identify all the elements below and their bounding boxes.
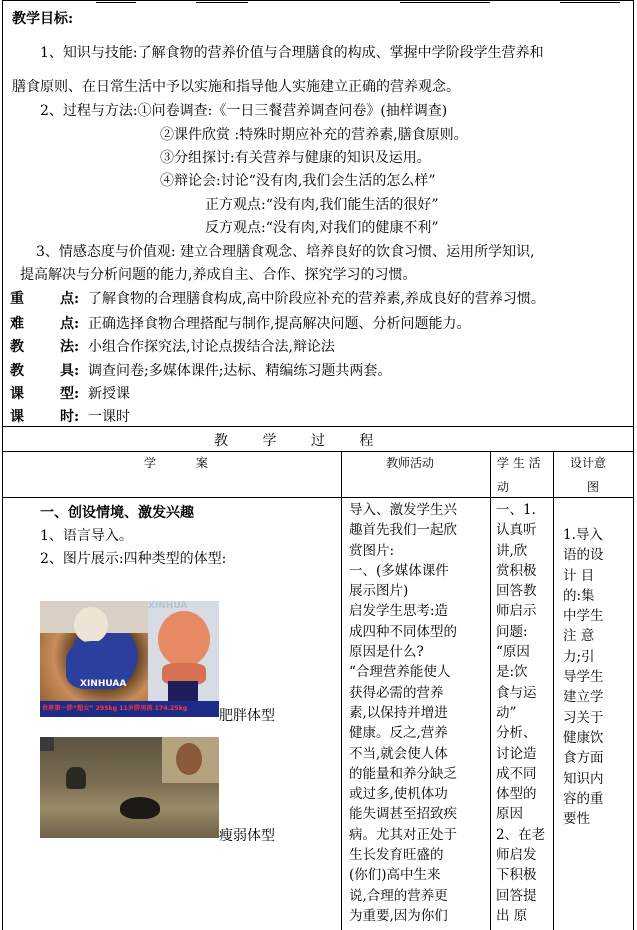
process-line-4: ④辩论会:讨论“没有肉,我们会生活的怎么样”: [160, 173, 436, 189]
student-activity-line: 动”: [496, 704, 517, 721]
student-activity-line: 讨论造: [496, 745, 537, 762]
col-header-plan: 学 案: [144, 456, 208, 470]
student-activity-line: 问题:: [496, 623, 528, 640]
meta-label: 难: [10, 316, 24, 332]
process-line-2: ②课件欣赏 :特殊时期应补充的营养素,膳食原则。: [160, 127, 468, 143]
knowledge-line-1: 1、知识与技能:了解食物的营养价值与合理膳食的构成、掌握中学阶段学生营养和: [40, 45, 544, 61]
design-intent-line: 1.导入: [563, 527, 603, 543]
student-activity-line: “原因: [496, 644, 530, 661]
design-intent-line: 容的重: [563, 790, 604, 807]
meta-label: 课: [10, 409, 24, 425]
col-divider-teacher-student: [490, 451, 491, 930]
teacher-activity-line: 展示图片): [349, 583, 409, 600]
teacher-activity-line: 原因是什么?: [349, 644, 424, 661]
teacher-activity-line: 为重要,因为你们: [349, 907, 448, 924]
student-activity-line: 分析、: [496, 725, 537, 742]
col-header-teacher: 教师活动: [386, 456, 435, 470]
design-intent-line: 语的设: [563, 547, 604, 564]
meta-label: 教: [10, 363, 24, 379]
meta-value-hours: 一课时: [88, 409, 130, 425]
design-intent-line: 建立学: [563, 689, 604, 706]
teacher-activity-line: “合理营养能使人: [349, 664, 451, 681]
meta-label: 型:: [60, 386, 80, 402]
plan-item-2: 2、图片展示:四种类型的体型:: [40, 551, 227, 567]
meta-label: 点:: [60, 316, 80, 332]
meta-label: 点:: [60, 291, 80, 307]
teacher-activity-line: 导入、激发学生兴: [349, 502, 457, 518]
meta-value-tools: 调查问卷;多媒体课件;达标、精编练习题共两套。: [88, 363, 392, 379]
col-header-student-2: 动: [497, 480, 510, 494]
student-activity-line: 认真听: [496, 522, 537, 539]
teacher-activity-line: (你们)高中生来: [349, 867, 441, 884]
header-row-bottom-border: [2, 497, 634, 498]
obese-boy-photo: [148, 601, 219, 701]
design-intent-line: 导学生: [563, 669, 604, 686]
student-activity-column: [496, 500, 548, 926]
design-intent-line: 力;引: [563, 648, 595, 665]
student-activity-line: 回答教: [496, 583, 537, 600]
design-intent-line: 的:集: [563, 587, 595, 604]
teacher-activity-column: [349, 500, 483, 926]
student-activity-line: 体型的: [496, 786, 537, 803]
student-activity-line: 成不同: [496, 765, 537, 782]
col-divider-student-design: [553, 451, 554, 930]
student-activity-line: 2、在老: [496, 826, 546, 843]
meta-label: 课: [10, 386, 24, 402]
teacher-activity-line: 说,合理的营养更: [349, 887, 448, 904]
caption-fat: 肥胖体型: [219, 708, 275, 724]
student-activity-line: 是:饮: [496, 664, 528, 681]
meta-value-focus: 了解食物的合理膳食构成,高中阶段应补充的营养素,养成良好的营养习惯。: [88, 291, 545, 307]
student-activity-line: 原因: [496, 806, 523, 823]
meta-label: 教: [10, 339, 24, 355]
meta-value-method: 小组合作探究法,讨论点拨结合法,辩论法: [88, 339, 335, 355]
meta-label: 具:: [60, 363, 80, 379]
process-line-3: ③分组探讨:有关营养与健康的知识及运用。: [160, 150, 431, 166]
fat-photo-caption: [40, 701, 219, 717]
col-header-student-1: 学 生 活: [497, 456, 541, 470]
objectives-heading: 教学目标:: [12, 11, 74, 27]
col-header-design-2: 图: [587, 480, 600, 494]
teacher-activity-line: 成四种不同体型的: [349, 623, 457, 640]
student-activity-line: 一、1.: [496, 502, 536, 518]
design-intent-line: 要性: [563, 811, 590, 828]
process-line-6: 反方观点:“没有肉,对我们的健康不利”: [205, 220, 439, 236]
teacher-activity-line: 一、(多媒体课件: [349, 562, 449, 579]
meta-value-type: 新授课: [88, 386, 130, 402]
teacher-activity-line: 获得必需的营养: [349, 684, 444, 701]
prev-row-fragment: [96, 2, 136, 3]
meta-label: 法:: [60, 339, 80, 355]
prev-row-fragment: [196, 2, 248, 3]
process-line-1: 2、过程与方法:①问卷调查:《一日三餐营养调查问卷》(抽样调查): [40, 103, 448, 119]
design-intent-line: 健康饮: [563, 729, 604, 746]
process-line-5: 正方观点:“没有肉,我们能生活的很好”: [205, 197, 439, 213]
meta-value-difficulty: 正确选择食物合理搭配与制作,提高解决问题、分析问题能力。: [88, 316, 471, 332]
attitude-line-1: 3、情感态度与价值观: 建立合理膳食观念、培养良好的饮食习惯、运用所学知识,: [36, 244, 535, 260]
famine-photo: [40, 737, 219, 838]
meta-label: 时:: [60, 409, 80, 425]
teacher-activity-line: 或过多,使机体功: [349, 786, 448, 803]
design-intent-line: 中学生: [563, 608, 604, 625]
table-right-border: [633, 0, 634, 930]
plan-section-title: 一、创设情境、激发兴趣: [40, 505, 194, 521]
prev-row-fragment: [560, 2, 620, 3]
design-intent-line: 知识内: [563, 770, 604, 787]
caption-thin: 瘦弱体型: [219, 828, 275, 844]
col-divider-plan-teacher: [341, 451, 342, 930]
plan-item-1: 1、语言导入。: [40, 528, 133, 544]
teacher-activity-line: 赏图片:: [349, 542, 395, 559]
meta-label: 重: [10, 291, 24, 307]
obese-woman-photo: [40, 601, 148, 701]
teacher-activity-line: 趣首先我们一起欣: [349, 522, 457, 539]
student-activity-line: 回答提: [496, 887, 537, 904]
teacher-activity-line: 素,以保持并增进: [349, 704, 448, 721]
teacher-activity-line: 能失调甚至招致疾: [349, 806, 457, 823]
header-row-top-border: [2, 451, 634, 452]
photo-caption-text: 世界第一胖“超女” 295kg 11岁胖男孩 174.25kg: [42, 705, 188, 712]
col-header-design-1: 设计意: [570, 456, 607, 470]
design-intent-line: 计 目: [563, 567, 595, 584]
student-activity-line: 讲,欣: [496, 542, 528, 559]
prev-row-fragment: [400, 2, 490, 3]
process-title: 教 学 过 程: [214, 433, 375, 449]
teacher-activity-line: 不当,就会使人体: [349, 745, 448, 762]
teacher-activity-line: 病。尤其对正处于: [349, 826, 457, 843]
knowledge-line-2: 膳食原则、在日常生活中予以实施和指导他人实施建立正确的营养观念。: [12, 79, 460, 95]
teacher-activity-line: 生长发育旺盛的: [349, 847, 444, 864]
design-intent-line: 食方面: [563, 750, 604, 767]
design-intent-column: [563, 525, 621, 829]
attitude-line-2: 提高解决与分析问题的能力,养成自主、合作、探究学习的习惯。: [20, 267, 417, 283]
student-activity-line: 师启示: [496, 603, 537, 620]
teacher-activity-line: 的能量和养分缺乏: [349, 765, 457, 782]
teacher-activity-line: 健康。反之,营养: [349, 725, 448, 742]
process-title-top-border: [2, 426, 634, 427]
student-activity-line: 出 原: [496, 907, 528, 924]
design-intent-line: 注 意: [563, 628, 595, 645]
table-top-border: [2, 0, 634, 1]
table-left-border: [2, 0, 3, 930]
photo-watermark: XINHUAA: [80, 679, 127, 689]
student-activity-line: 师启发: [496, 847, 537, 864]
photo-watermark: XINHUA: [148, 601, 188, 611]
student-activity-line: 食与运: [496, 684, 537, 701]
student-activity-line: 赏积极: [496, 562, 537, 579]
student-activity-line: 下积极: [496, 867, 537, 884]
teacher-activity-line: 启发学生思考:造: [349, 603, 449, 620]
design-intent-line: 习关于: [563, 709, 604, 726]
